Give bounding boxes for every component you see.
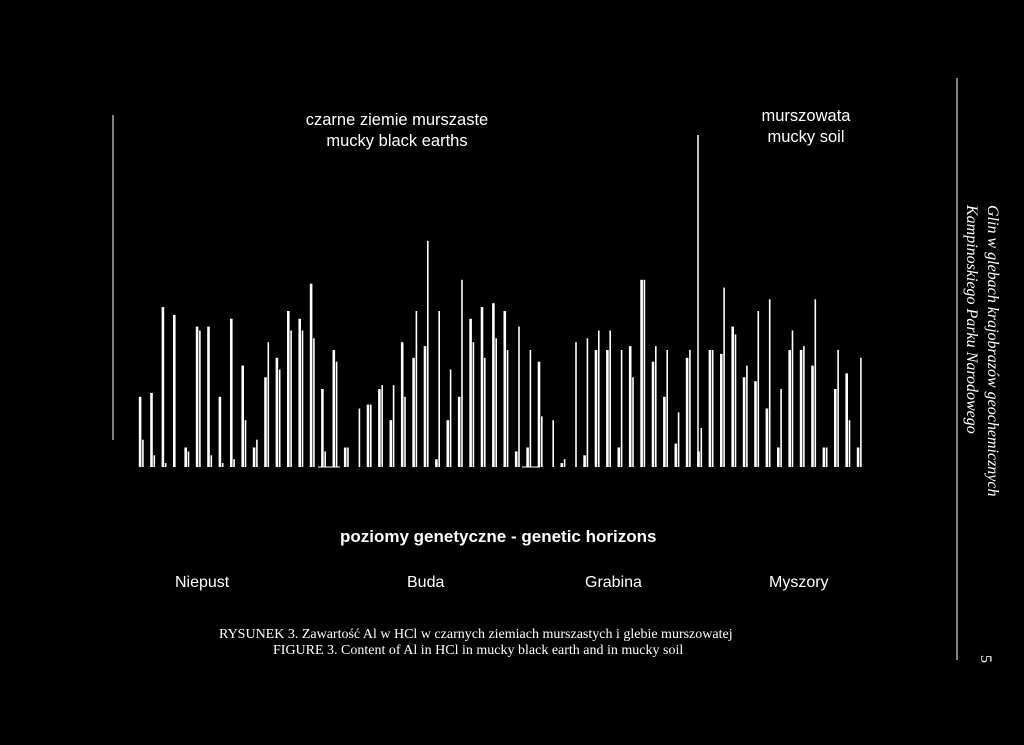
- bar-series2-14: [290, 331, 292, 468]
- bar-series2-23: [393, 385, 395, 467]
- site-label-myszory: Myszory: [769, 574, 829, 591]
- bar-series2-32: [495, 338, 497, 467]
- bar-series2-46: [655, 346, 657, 467]
- bar-series2-30: [473, 342, 475, 467]
- bars-layer: [139, 241, 862, 467]
- bar-series2-33: [507, 350, 509, 467]
- bar-series2-29: [461, 280, 463, 467]
- bar-series1-6: [196, 327, 199, 467]
- bar-series1-25: [412, 358, 415, 467]
- bar-series1-51: [709, 350, 712, 467]
- bar-series2-22: [381, 385, 383, 467]
- bar-series1-43: [618, 448, 621, 468]
- running-title-line-2: Kampinoskiego Parku Narodowego: [963, 205, 980, 434]
- site-label-grabina: Grabina: [585, 574, 642, 591]
- bar-series2-20: [359, 409, 361, 468]
- bar-series2-52: [723, 288, 725, 467]
- bar-series2-18: [336, 362, 338, 467]
- bar-series1-56: [766, 409, 769, 468]
- bar-series2-27: [438, 311, 440, 467]
- bar-series1-24: [401, 342, 404, 467]
- bar-series1-23: [390, 420, 393, 467]
- bar-series1-4: [173, 315, 176, 467]
- bar-series2-48: [678, 412, 680, 467]
- bar-series2-63: [849, 420, 851, 467]
- bar-series1-12: [264, 377, 267, 467]
- bar-series1-46: [652, 362, 655, 467]
- site-label-buda: Buda: [407, 574, 445, 591]
- bar-series1-1: [139, 397, 142, 467]
- bar-series2-60: [815, 299, 817, 467]
- bar-series1-11: [253, 448, 256, 468]
- bar-series1-31: [481, 307, 484, 467]
- bar-series1-22: [378, 389, 381, 467]
- bar-series1-54: [743, 377, 746, 467]
- bar-series2-9: [233, 459, 235, 467]
- bar-series2-38: [564, 459, 566, 467]
- bar-series2-45: [644, 280, 646, 467]
- bar-series2-11: [256, 440, 258, 467]
- bar-series1-21: [367, 405, 370, 467]
- bar-series2-25: [416, 311, 418, 467]
- bar-series1-36: [538, 362, 541, 467]
- site-label-niepust: Niepust: [175, 574, 230, 591]
- x-axis-title: poziomy genetyczne - genetic horizons: [340, 527, 657, 546]
- bar-series2-37: [552, 420, 554, 467]
- bar-series2-31: [484, 358, 486, 467]
- bar-series2-3: [165, 463, 167, 467]
- bar-series2-39: [575, 342, 577, 467]
- bar-series2-54: [746, 366, 748, 467]
- page-number: 5: [977, 655, 994, 663]
- bar-series2-7: [211, 455, 213, 467]
- bar-series1-28: [447, 420, 450, 467]
- bar-series1-13: [276, 358, 279, 467]
- group-label-mucky-black-earths: [272, 110, 522, 152]
- bar-series2-40: [587, 338, 589, 467]
- bar-series1-40: [583, 455, 586, 467]
- bar-series2-57: [780, 389, 782, 467]
- bar-series1-8: [219, 397, 222, 467]
- bar-series1-26: [424, 346, 427, 467]
- bar-series1-62: [834, 389, 837, 467]
- bar-series1-41: [595, 350, 598, 467]
- bar-series2-36: [541, 416, 543, 467]
- group-label-pl: murszowata: [761, 107, 851, 125]
- bar-series1-3: [162, 307, 165, 467]
- bar-series1-2: [150, 393, 153, 467]
- bar-series2-10: [245, 420, 247, 467]
- bar-series2-34: [518, 327, 520, 467]
- bar-series2-42: [609, 331, 611, 468]
- bar-series2-2: [154, 455, 156, 467]
- bar-series1-17: [321, 389, 324, 467]
- bar-series2-53: [735, 334, 737, 467]
- group-label-mucky-soil: [735, 106, 877, 148]
- bar-series1-30: [469, 319, 472, 467]
- bar-series2-41: [598, 331, 600, 468]
- bar-series2-55: [758, 311, 760, 467]
- bar-series1-29: [458, 397, 461, 467]
- bar-series2-1: [142, 440, 144, 467]
- bar-series2-62: [837, 350, 839, 467]
- bar-series2-21: [370, 405, 372, 467]
- bar-series2-17: [324, 451, 326, 467]
- bar-series1-33: [504, 311, 507, 467]
- bar-series2-49: [689, 350, 691, 467]
- bar-series2-5: [188, 451, 190, 467]
- bar-series1-18: [333, 350, 336, 467]
- bar-series2-58: [792, 331, 794, 468]
- bar-series1-52: [720, 354, 723, 467]
- bar-series1-58: [788, 350, 791, 467]
- bar-series2-50: [701, 428, 703, 467]
- bar-series1-50: [697, 451, 700, 467]
- bar-series2-56: [769, 299, 771, 467]
- bar-series2-13: [279, 370, 281, 468]
- bar-series1-42: [606, 350, 609, 467]
- bar-series1-7: [207, 327, 210, 467]
- figure-caption-en: FIGURE 3. Content of Al in HCl in mucky black earth and in mucky soil: [273, 643, 684, 658]
- bar-series2-16: [313, 338, 315, 467]
- bar-series1-34: [515, 451, 518, 467]
- bar-series1-47: [663, 397, 666, 467]
- group-label-en: mucky soil: [767, 128, 845, 146]
- bar-series2-44: [632, 377, 634, 467]
- bar-series2-47: [666, 350, 668, 467]
- bar-series2-24: [404, 397, 406, 467]
- bar-series2-35: [530, 350, 532, 467]
- group-label-pl: czarne ziemie murszaste: [305, 111, 489, 129]
- bar-series1-5: [184, 448, 187, 468]
- bar-series1-63: [845, 373, 848, 467]
- bar-series1-44: [629, 346, 632, 467]
- bar-series1-45: [640, 280, 643, 467]
- bar-series2-12: [268, 342, 270, 467]
- bar-series1-27: [435, 459, 438, 467]
- bar-series2-64: [860, 358, 862, 467]
- bar-series1-64: [857, 448, 860, 468]
- bar-series1-10: [241, 366, 244, 467]
- bar-series1-38: [561, 463, 564, 467]
- bar-series1-61: [823, 448, 826, 468]
- bar-series1-49: [686, 358, 689, 467]
- bar-series2-43: [621, 350, 623, 467]
- bar-series2-51: [712, 350, 714, 467]
- bar-series1-53: [731, 327, 734, 467]
- bar-series2-15: [302, 331, 304, 468]
- bar-series1-59: [800, 350, 803, 467]
- bar-series1-15: [298, 319, 301, 467]
- running-title-line-1: Glin w glebach krajobrazów geochemicznych: [984, 205, 1001, 497]
- group-label-en: mucky black earths: [326, 132, 468, 150]
- bar-series1-60: [811, 366, 814, 467]
- bar-series1-14: [287, 311, 290, 467]
- figure-caption-pl: RYSUNEK 3. Zawartość Al w HCl w czarnych ziemiach murszastych i glebie murszowatej: [219, 627, 733, 642]
- bar-series1-32: [492, 303, 495, 467]
- bar-series1-35: [526, 448, 529, 468]
- running-title: [961, 205, 1003, 497]
- bar-series1-9: [230, 319, 233, 467]
- bar-series2-61: [826, 448, 828, 468]
- bar-series2-8: [222, 463, 224, 467]
- bar-series1-57: [777, 448, 780, 468]
- bar-series2-59: [803, 346, 805, 467]
- bar-series2-28: [450, 370, 452, 468]
- bar-series1-19: [344, 448, 347, 468]
- bar-series2-26: [427, 241, 429, 467]
- bar-series1-16: [310, 284, 313, 467]
- bar-series2-6: [199, 331, 201, 468]
- bar-series1-48: [675, 444, 678, 467]
- bar-series1-55: [754, 381, 757, 467]
- bar-series2-19: [347, 448, 349, 468]
